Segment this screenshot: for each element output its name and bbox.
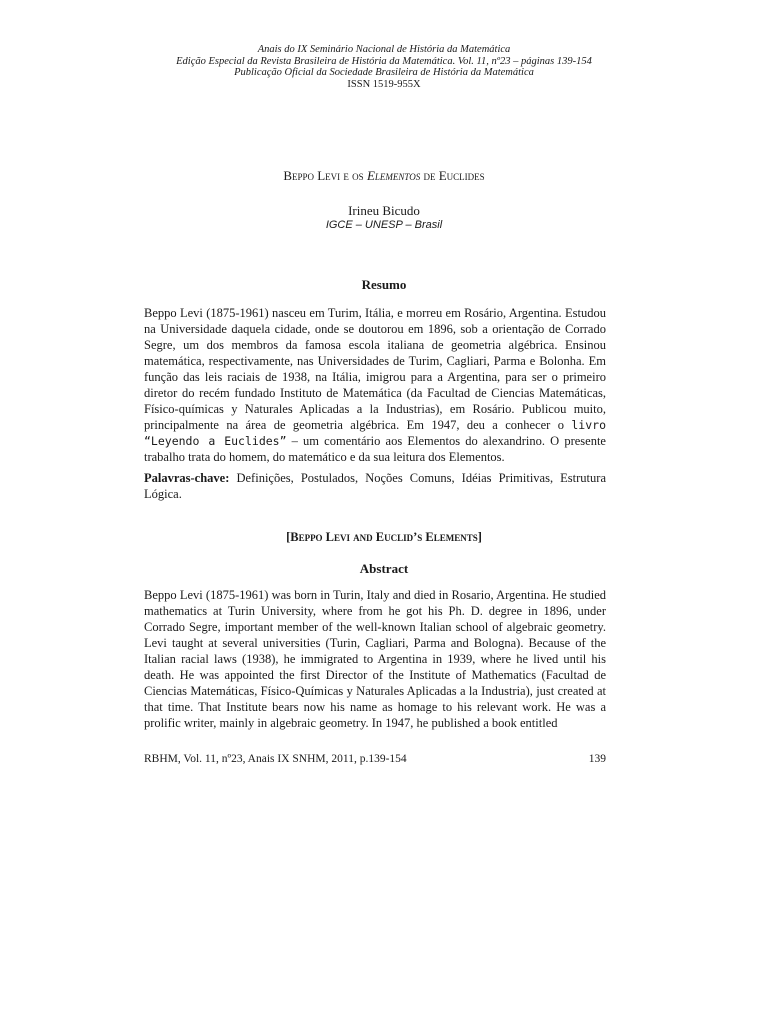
abstract-paragraph: Beppo Levi (1875-1961) was born in Turin, Italy and died in Rosario, Argentina. He studied mathematics at Turin University, where from he got his Ph. D. degree in 1896, under Corrado Segre, important member of the well-known Italian school of algebraic geometry. Levi taught at several universities (Turin, Cagliari, Parma and Bologna). Because of the Italian racial laws (1938), he immigrated to Argentina in 1939, where he lived until his death. He was appointed the first Director of the Institute of Mathematics (Facultad de Ciencias Matemáticas, Físico-Químicas y Naturales Aplicadas a la Industria), just created at that time. That Institute bears now his name as homage to his relevant work. He was a prolific writer, mainly in algebraic geometry. In 1947, he published a book entitled: [144, 588, 606, 730]
author-affiliation: IGCE – UNESP – Brasil: [325, 219, 443, 231]
resumo-text-2: – um comentário aos Elementos do alexandrino. O presente trabalho trata do homem, do matemático e da sua leitura dos Elementos.: [144, 434, 606, 464]
title-part-1: Beppo Levi e os: [283, 168, 367, 183]
paper-title: [0, 168, 768, 184]
abstract-heading: Abstract: [359, 561, 409, 576]
author-name: Irineu Bicudo: [348, 203, 420, 218]
resumo-heading: Resumo: [361, 277, 407, 292]
title-emphasis: Elementos: [366, 168, 421, 183]
header-issn: ISSN 1519-955X: [347, 78, 421, 90]
resumo-paragraph: [144, 305, 606, 465]
title-part-2: de Euclides: [420, 168, 485, 183]
footer-citation: RBHM, Vol. 11, nº23, Anais IX SNHM, 2011, p.139-154: [144, 753, 407, 765]
english-title: [Beppo Levi and Euclid’s Elements]: [286, 530, 482, 544]
resumo-text-1: Beppo Levi (1875-1961) nasceu em Turim, Itália, e morreu em Rosário, Argentina. Estudou na Universidade daquela cidade, onde se doutorou em 1896, sob a orientação de Corrado Segre, um dos membros da famosa escola italiana de geometria algébrica. Ensinou matemática, respectivamente, nas Universidades de Turim, Cagliari, Parma e Bolonha. Em função das leis raciais de 1938, na Itália, imigrou para a Argentina, para ser o primeiro diretor do recém fundado Instituto de Matemática (da Facultad de Ciencias Matemáticas, Físico-químicas y Naturales Aplicadas a la Industrias), em Rosário. Publicou muito, principalmente na área de geometria algébrica. Em 1947, deu a conhecer o: [144, 306, 606, 432]
keywords-label: Palavras-chave:: [144, 471, 230, 485]
running-header: [0, 44, 768, 90]
resumo-book-title: livro “Leyendo a Euclides”: [144, 418, 606, 448]
keywords-paragraph: [144, 470, 606, 502]
header-line-1: Anais do IX Seminário Nacional de História da Matemática: [257, 44, 511, 55]
header-line-3: Publicação Oficial da Sociedade Brasileira de História da Matemática: [234, 67, 534, 78]
page-number: 139: [588, 753, 606, 765]
header-line-2: Edição Especial da Revista Brasileira de História da Matemática. Vol. 11, nº23 – páginas 139-154: [176, 55, 592, 67]
keywords-text: Definições, Postulados, Noções Comuns, Idéias Primitivas, Estrutura Lógica.: [144, 471, 606, 501]
